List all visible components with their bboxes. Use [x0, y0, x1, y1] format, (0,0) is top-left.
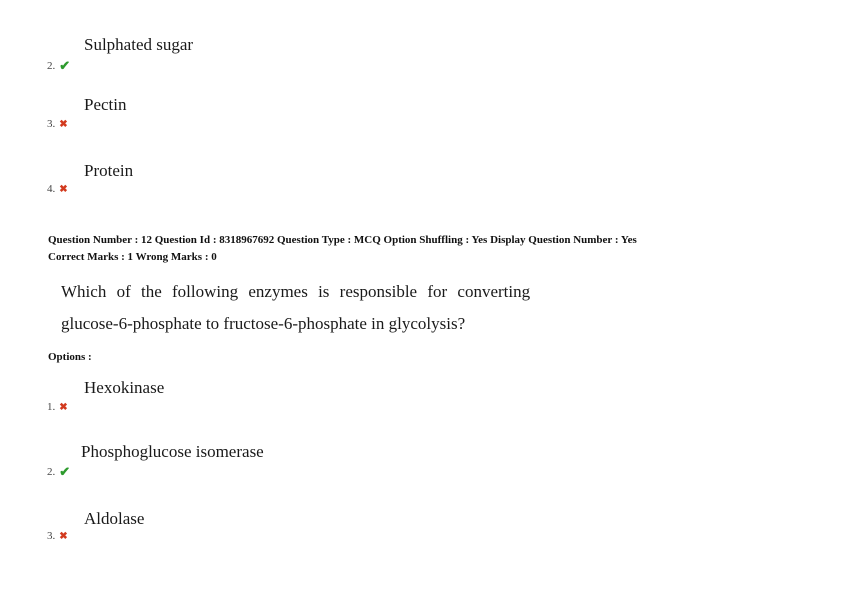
option-number [47, 530, 68, 542]
option-number [47, 118, 68, 130]
option-text: Phosphoglucose isomerase [81, 442, 264, 461]
option-text: Sulphated sugar [84, 35, 194, 54]
option-index: 1. [47, 401, 56, 413]
question-meta: Question Number : 12 Question Id : 8318967692 Question Type : MCQ Option Shuffling : Yes Display Question Number : Yes [48, 234, 637, 246]
option-text: Hexokinase [84, 378, 165, 397]
cross-icon: ✖ [59, 401, 68, 413]
option-index: 2. [47, 60, 56, 72]
option-number [47, 58, 70, 74]
marks-meta: Correct Marks : 1 Wrong Marks : 0 [48, 251, 217, 263]
option-text: Protein [84, 161, 134, 180]
check-icon: ✔ [59, 464, 71, 479]
options-label: Options : [48, 351, 92, 363]
cross-icon: ✖ [59, 530, 68, 542]
check-icon: ✔ [59, 58, 71, 73]
cross-icon: ✖ [59, 118, 68, 130]
option-index: 3. [47, 118, 56, 130]
option-number [47, 401, 68, 413]
option-index: 2. [47, 466, 56, 478]
option-number [47, 183, 68, 195]
option-number [47, 464, 70, 480]
option-index: 4. [47, 183, 56, 195]
question-text-line-1: Which of the following enzymes is responsible for converting [61, 282, 531, 301]
option-text: Pectin [84, 95, 127, 114]
option-index: 3. [47, 530, 56, 542]
option-text: Aldolase [84, 509, 145, 528]
cross-icon: ✖ [59, 183, 68, 195]
question-text-line-2: glucose-6-phosphate to fructose-6-phosphate in glycolysis? [61, 314, 466, 333]
